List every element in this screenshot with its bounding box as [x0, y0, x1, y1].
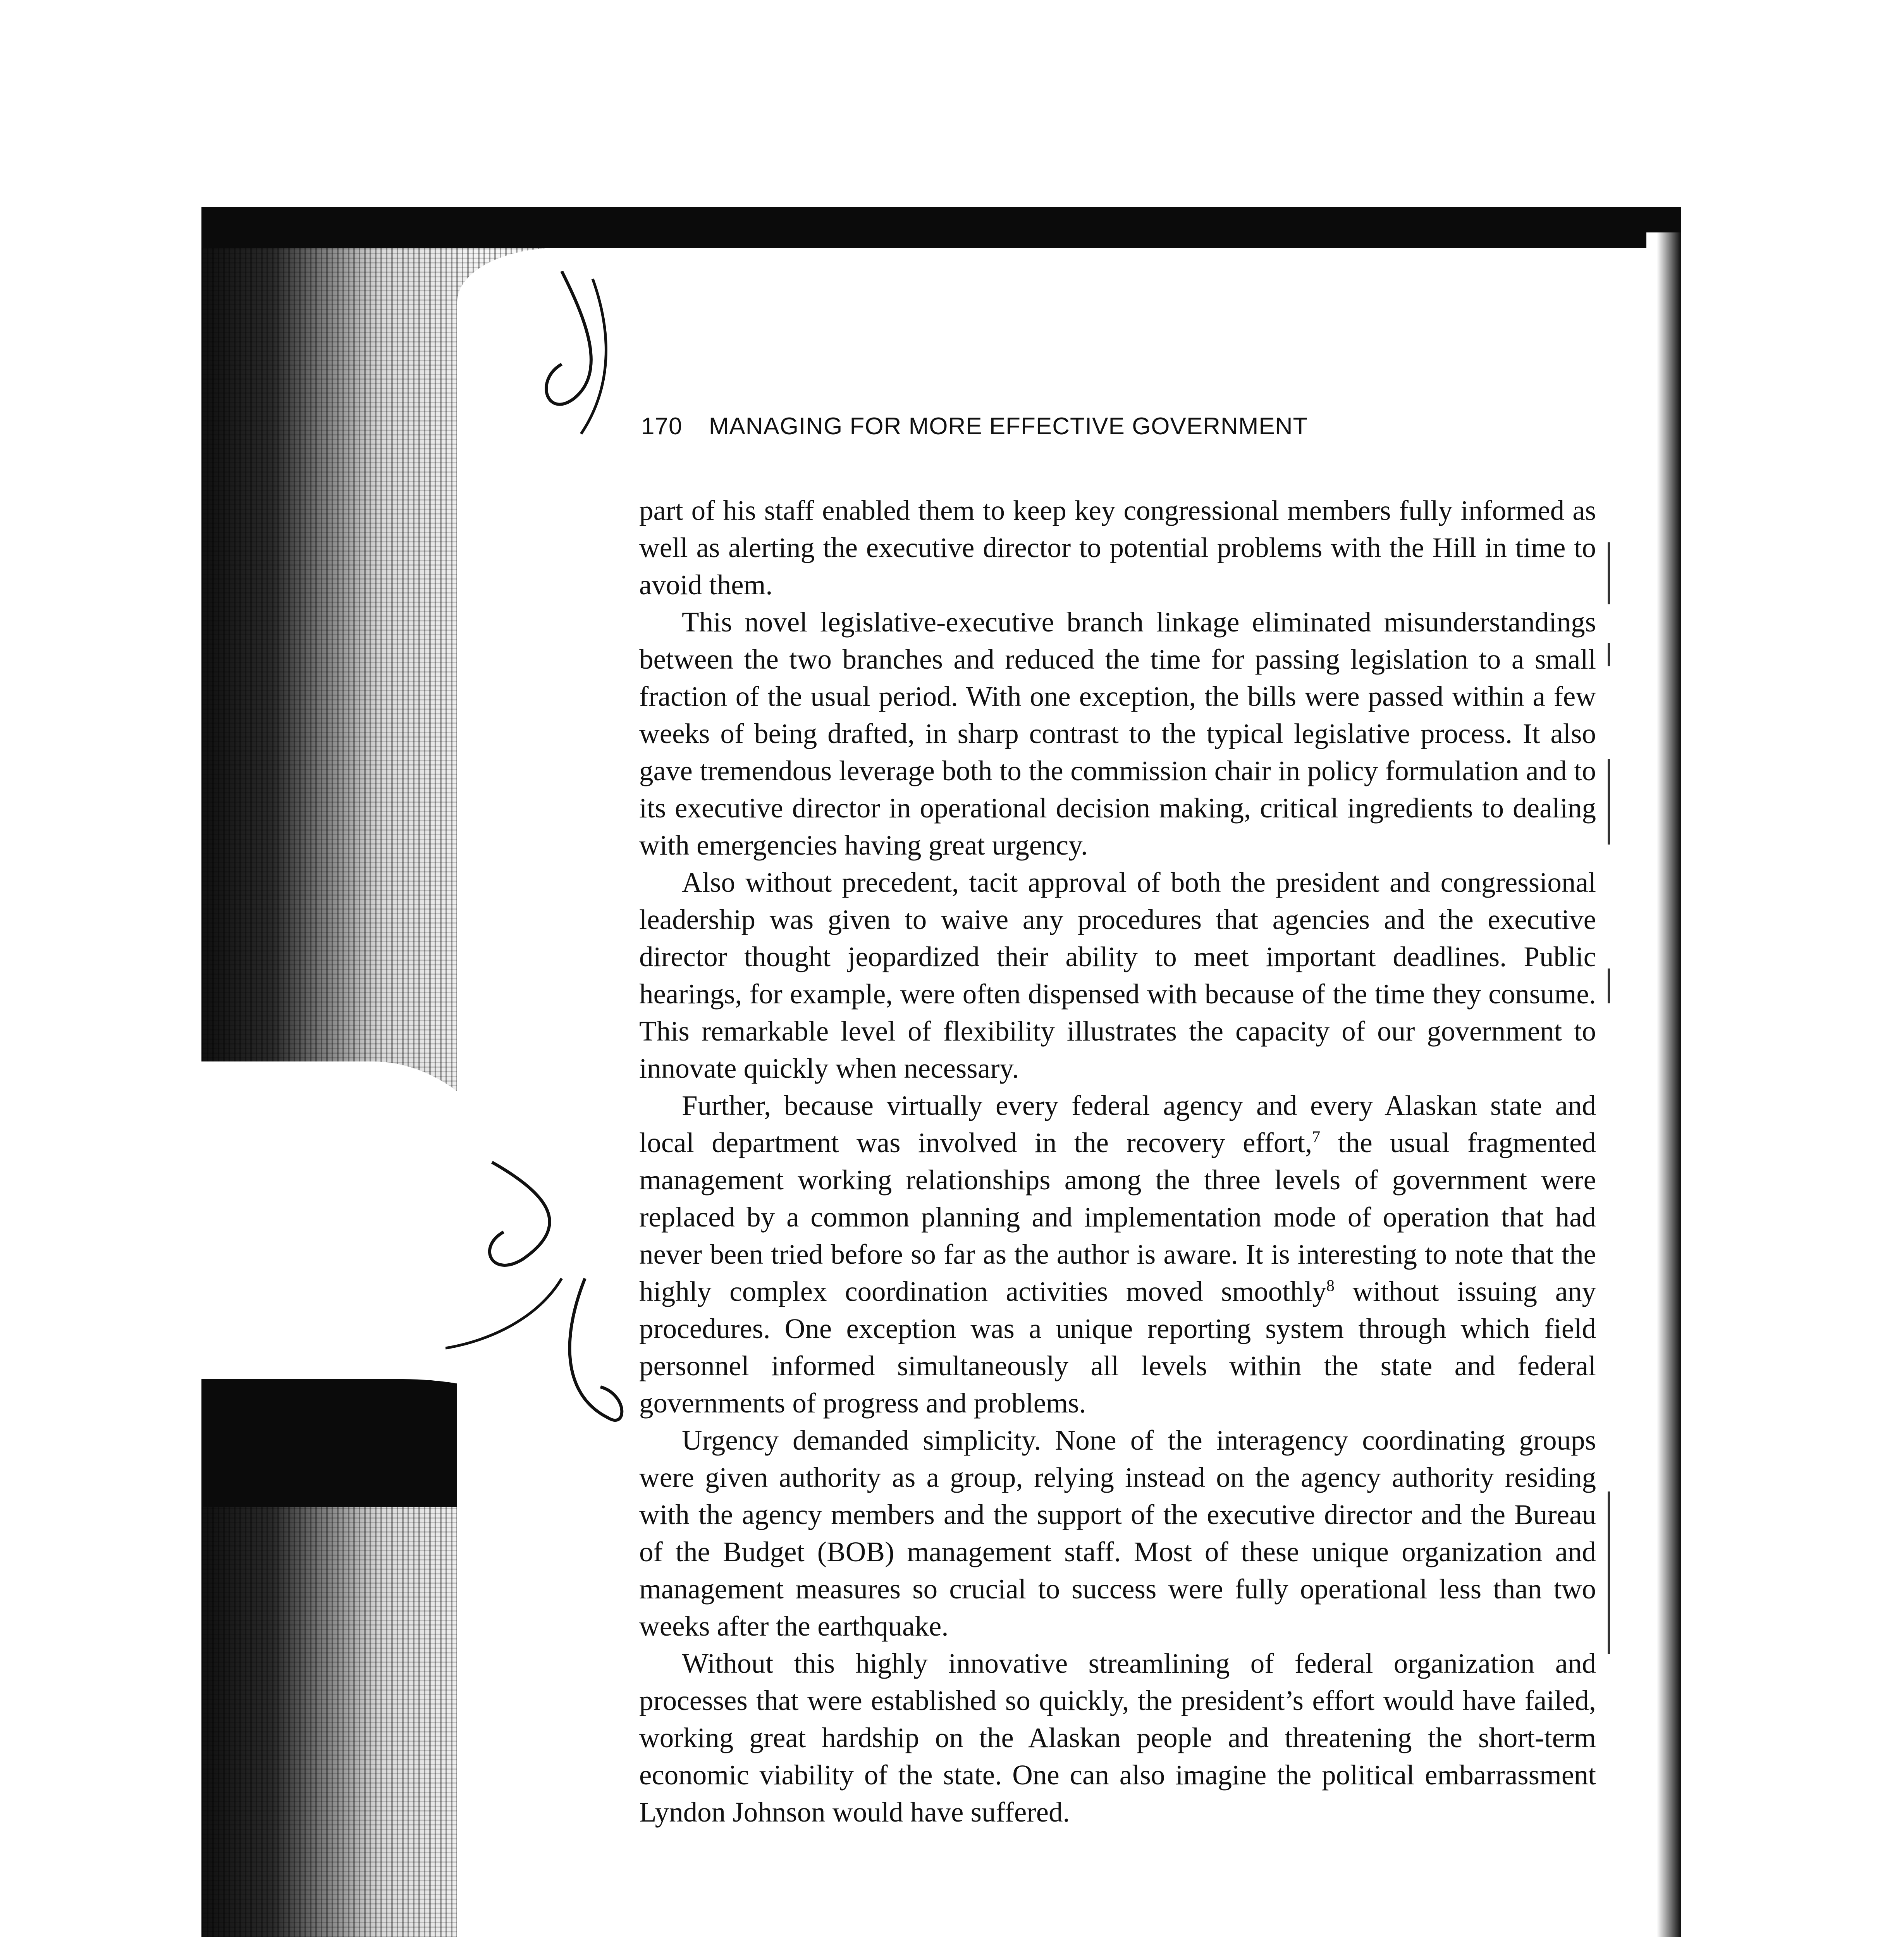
paragraph-4	[639, 1087, 1596, 1422]
body-text	[639, 492, 1596, 1831]
paragraph-5: Urgency demanded simplicity. None of the interagency coordinating groups were given authority as a group, relying instead on the agency authority residing with the agency members and the support of the executive director and the Bureau of the Budget (BOB) management staff. Most of these unique organization and management measures so crucial to success were fully operational less than two weeks after the earthquake.	[639, 1424, 1596, 1642]
running-header	[641, 413, 1571, 440]
paragraph-6: Without this highly innovative streamlining of federal organization and processes that were established so quickly, the president’s effort would have failed, working great hardship on the Alaskan people and threatening the short-term economic viability of the state. One can also imagine the political embarrassment Lyndon Johnson would have suffered.	[639, 1648, 1596, 1828]
paragraph-3: Also without precedent, tacit approval of both the president and congressional leadership was given to waive any procedures that agencies and the executive director thought jeopardized their ability to meet important deadlines. Public hearings, for example, were often dispensed with because of the time they consume. This remarkable level of flexibility illustrates the capacity of our government to innovate quickly when necessary.	[639, 867, 1596, 1084]
paragraph-4-part-1: Further, because virtually every federal agency and every Alaskan state and local department was involved in the recovery effort,	[639, 1090, 1596, 1158]
footnote-marker-7: 7	[1312, 1128, 1321, 1146]
paragraph-2: This novel legislative-executive branch linkage eliminated misunderstandings between the two branches and reduced the time for passing legislation to a small fraction of the usual period. With one exception, the bills were passed within a few weeks of being drafted, in sharp contrast to the typical legislative process. It also gave tremendous leverage both to the commission chair in policy formulation and to its executive director in operational decision making, critical ingredients to dealing with emergencies having great urgency.	[639, 606, 1596, 861]
page-right-edge-shadow	[1646, 232, 1681, 1937]
paragraph-4-part-3: without issuing any procedures. One exception was a unique reporting system through which field personnel informed simultaneously all levels within the state and federal governments of progress and problems.	[639, 1276, 1596, 1419]
footnote-marker-8: 8	[1326, 1277, 1335, 1295]
paragraph-1: part of his staff enabled them to keep key congressional members fully informed as well as alerting the executive director to potential problems with the Hill in time to avoid them.	[639, 495, 1596, 600]
right-margin-marks	[1604, 542, 1619, 1743]
running-title: MANAGING FOR MORE EFFECTIVE GOVERNMENT	[709, 413, 1308, 440]
page-number: 170	[641, 413, 683, 440]
paragraph-4-part-2: the usual fragmented management working relationships among the three levels of government were replaced by a common planning and implementation mode of operation that had never been tried before so far as the author is aware. It is interesting to note that the highly complex coordination activities moved smoothly	[639, 1127, 1596, 1307]
